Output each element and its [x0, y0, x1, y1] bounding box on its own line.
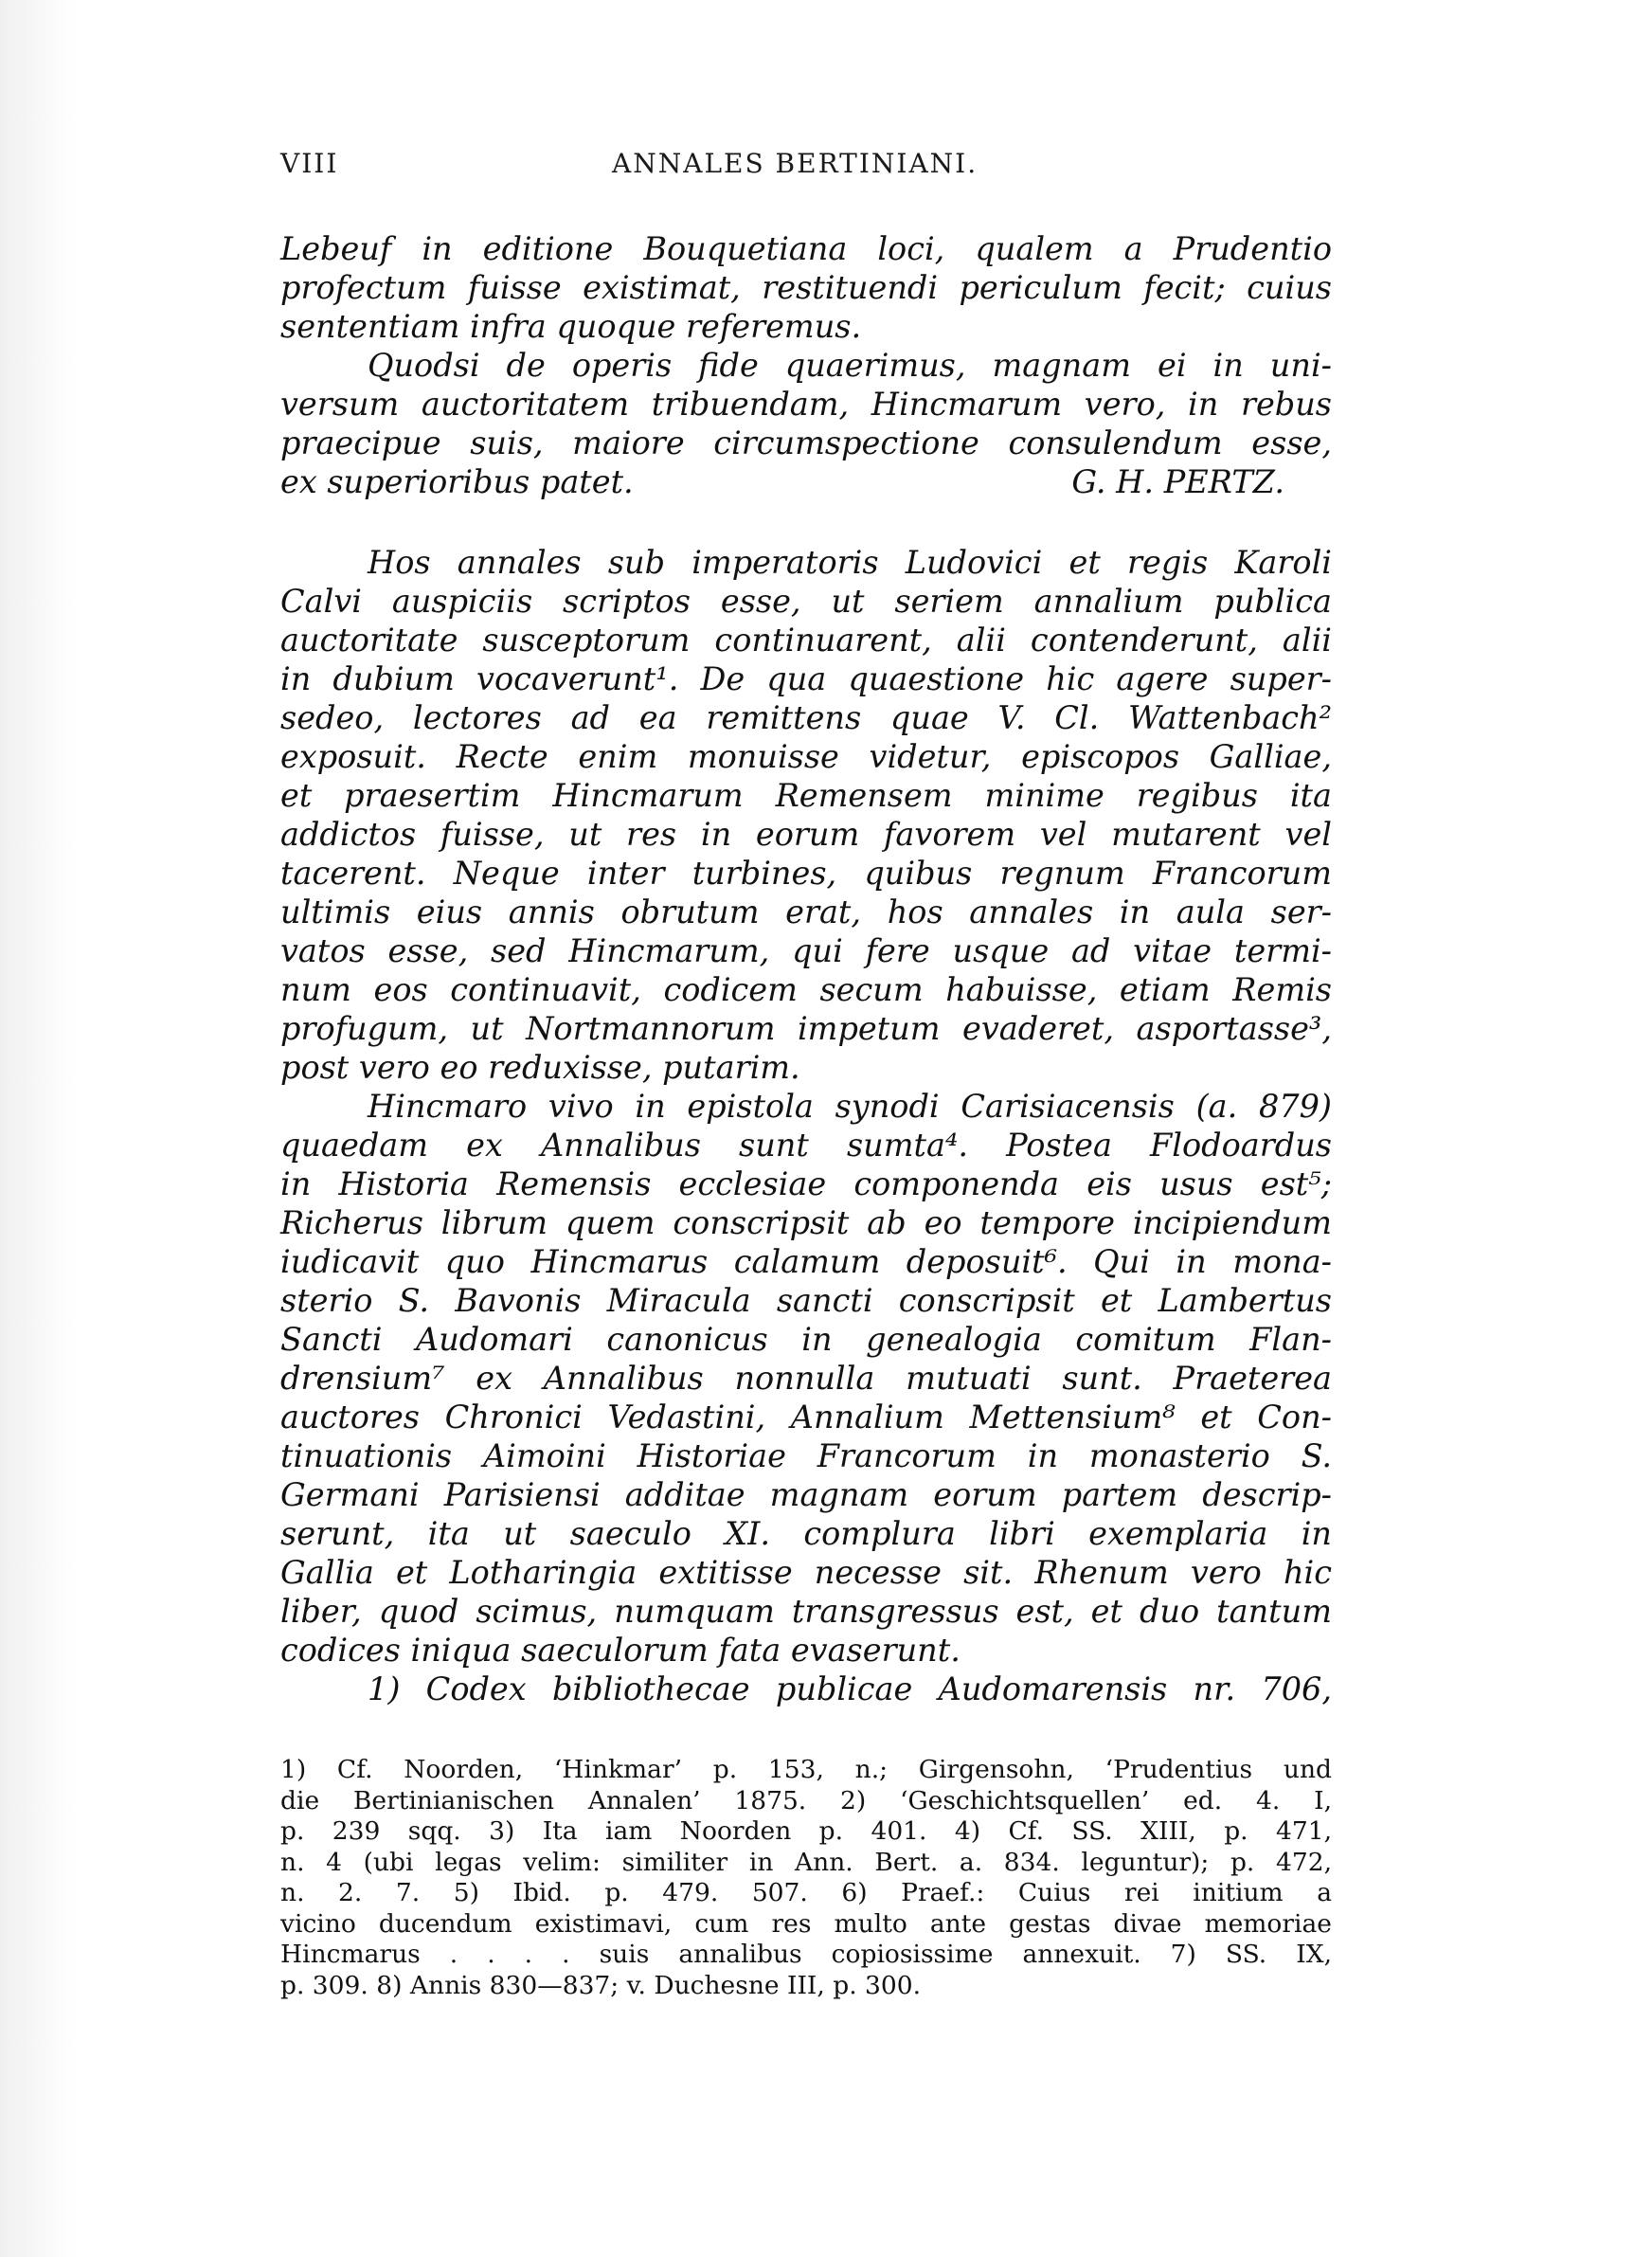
- text-line: ultimis eius annis obrutum erat, hos annales in aula ser-: [280, 894, 1332, 930]
- footnote-line: n. 2. 7. 5) Ibid. p. 479. 507. 6) Praef.: Cuius rei initium a: [280, 1878, 1332, 1907]
- footnote-line: n. 4 (ubi legas velim: similiter in Ann. Bert. a. 834. leguntur); p. 472,: [280, 1847, 1332, 1877]
- text-line: versum auctoritatem tribuendam, Hincmarum vero, in rebus: [280, 386, 1332, 423]
- text-line: praecipue suis, maiore circumspectione consulendum esse,: [280, 424, 1332, 461]
- footnote-line: vicino ducendum existimavi, cum res multo ante gestas divae memoriae: [280, 1908, 1332, 1939]
- text-line: ex superioribus patet.: [280, 463, 634, 500]
- text-line: et praesertim Hincmarum Remensem minime regibus ita: [280, 777, 1332, 814]
- footnote-line: die Bertinianischen Annalen’ 1875. 2) ‘Geschichtsquellen’ ed. 4. I,: [280, 1785, 1332, 1815]
- text-line: auctores Chronici Vedastini, Annalium Mettensium⁸ et Con-: [280, 1399, 1332, 1435]
- text-line: Lebeuf in editione Bouquetiana loci, qualem a Prudentio: [280, 230, 1332, 267]
- text-line: Richerus librum quem conscripsit ab eo tempore incipiendum: [280, 1204, 1332, 1241]
- text-line: auctoritate susceptorum continuarent, alii contenderunt, alii: [280, 622, 1332, 659]
- text-line: quaedam ex Annalibus sunt sumta⁴. Postea Flodoardus: [280, 1127, 1332, 1164]
- running-title: ANNALES BERTINIANI.: [612, 148, 979, 179]
- text-line: vatos esse, sed Hincmarum, qui fere usque ad vitae termi-: [280, 932, 1332, 969]
- footnote-line: Hincmarus . . . . suis annalibus copiosissime annexuit. 7) SS. IX,: [280, 1940, 1332, 1969]
- text-line: tacerent. Neque inter turbines, quibus regnum Francorum: [280, 855, 1332, 892]
- signature-pertz: G. H. PERTZ.: [1071, 463, 1284, 500]
- footnotes: [280, 1755, 1332, 2001]
- text-line: codices iniqua saeculorum fata evaserunt.: [280, 1632, 961, 1669]
- text-line: sententiam infra quoque referemus.: [280, 308, 862, 345]
- text-line: Calvi auspiciis scriptos esse, ut seriem annalium publica: [280, 583, 1332, 620]
- text-line: exposuit. Recte enim monuisse videtur, episcopos Galliae,: [280, 738, 1332, 775]
- text-line: addictos fuisse, ut res in eorum favorem vel mutarent vel: [280, 816, 1332, 853]
- text-line: in Historia Remensis ecclesiae componenda eis usus est⁵;: [280, 1165, 1332, 1202]
- footnote-line: p. 239 sqq. 3) Ita iam Noorden p. 401. 4) Cf. SS. XIII, p. 471,: [280, 1816, 1332, 1846]
- text-line: profugum, ut Nortmannorum impetum evaderet, asportasse³,: [280, 1010, 1332, 1047]
- text-line: Germani Parisiensi additae magnam eorum partem descrip-: [280, 1476, 1332, 1513]
- footnote-line: 1) Cf. Noorden, ‘Hinkmar’ p. 153, n.; Girgensohn, ‘Prudentius und: [280, 1755, 1332, 1784]
- text-line: tinuationis Aimoini Historiae Francorum in monasterio S.: [280, 1437, 1332, 1474]
- footnote-line: p. 309. 8) Annis 830—837; v. Duchesne III, p. 300.: [280, 1970, 922, 2000]
- text-line: Hincmaro vivo in epistola synodi Carisiacensis (a. 879): [368, 1088, 1332, 1125]
- paragraph-gap: [280, 501, 1332, 543]
- text-line: sterio S. Bavonis Miracula sancti conscripsit et Lambertus: [280, 1282, 1332, 1319]
- text-line: Sancti Audomari canonicus in genealogia comitum Flan-: [280, 1321, 1332, 1358]
- text-line: post vero eo reduxisse, putarim.: [280, 1049, 800, 1086]
- text-line: num eos continuavit, codicem secum habuisse, etiam Remis: [280, 971, 1332, 1008]
- running-head: [280, 148, 1332, 186]
- signature-line: [280, 462, 1332, 501]
- text-line: Quodsi de operis fide quaerimus, magnam ei in uni-: [368, 347, 1332, 384]
- text-line: drensium⁷ ex Annalibus nonnulla mutuati sunt. Praeterea: [280, 1360, 1332, 1397]
- gutter-shadow: [0, 0, 76, 2257]
- main-text: [280, 229, 1332, 1708]
- page-number: VIII: [280, 148, 339, 179]
- text-line: liber, quod scimus, numquam transgressus est, et duo tantum: [280, 1593, 1332, 1630]
- text-line: 1) Codex bibliothecae publicae Audomarensis nr. 706,: [368, 1670, 1332, 1707]
- text-line: Gallia et Lotharingia extitisse necesse sit. Rhenum vero hic: [280, 1554, 1332, 1591]
- text-line: profectum fuisse existimat, restituendi periculum fecit; cuius: [280, 269, 1332, 306]
- text-line: serunt, ita ut saeculo XI. complura libri exemplaria in: [280, 1515, 1332, 1552]
- text-line: Hos annales sub imperatoris Ludovici et regis Karoli: [368, 544, 1332, 581]
- text-line: iudicavit quo Hincmarus calamum deposuit⁶. Qui in mona-: [280, 1243, 1332, 1280]
- text-line: sedeo, lectores ad ea remittens quae V. Cl. Wattenbach²: [280, 699, 1332, 736]
- text-line: in dubium vocaverunt¹. De qua quaestione hic agere super-: [280, 660, 1332, 697]
